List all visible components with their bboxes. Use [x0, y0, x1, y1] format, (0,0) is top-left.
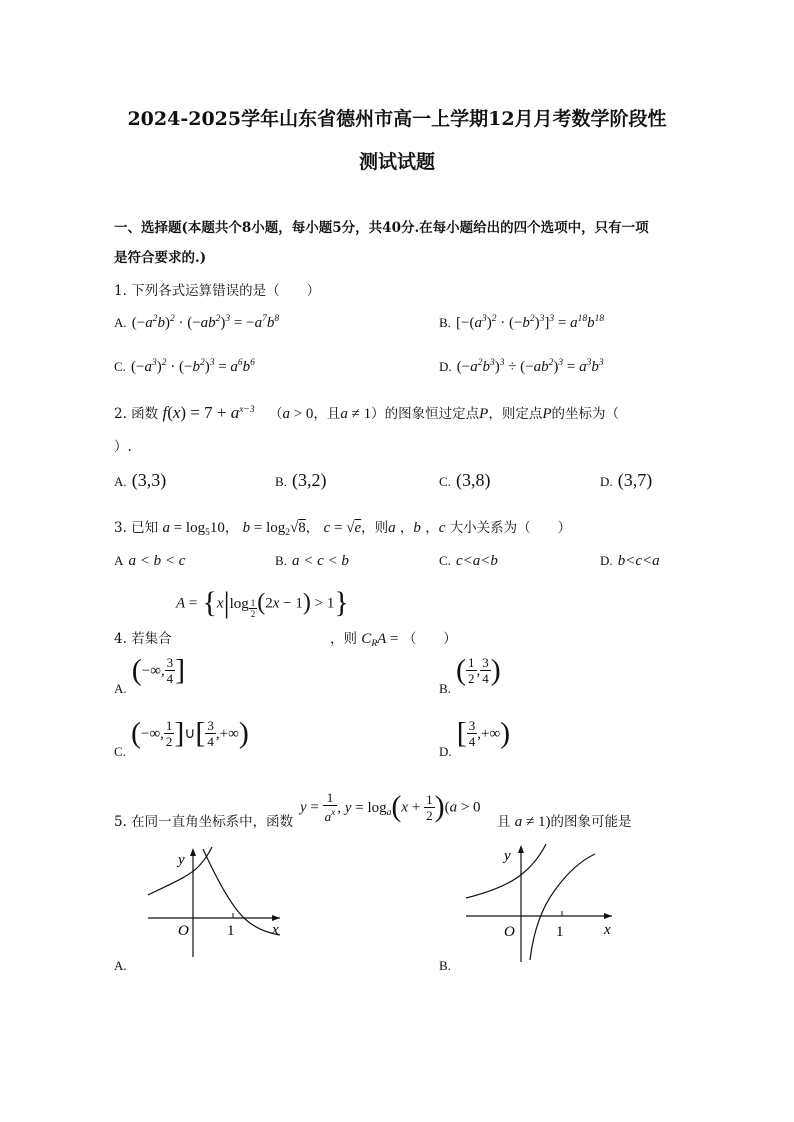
q4-set-def [176, 588, 349, 619]
label-x: x [272, 922, 279, 938]
section-heading-line2: 是符合要求的.) [114, 250, 207, 266]
q2-option-c [439, 470, 491, 491]
q4-a-label: A. [114, 681, 127, 696]
x-axis-arrow [604, 913, 612, 919]
q4-c-frac1: $\frac{1}{2}$ [165, 718, 173, 749]
q4-arg: 2x − 1 [265, 595, 303, 612]
q4-b-r: ) [490, 653, 501, 687]
q1-d-expr: $(-a^2b^3)^3 \div (-ab^2)^3 = a^3b^3$ [456, 358, 604, 375]
q3-c-value: c<a<b [456, 553, 498, 569]
q4-d-label: D. [439, 744, 452, 759]
q5-cond: (a > 0 [444, 799, 481, 816]
q1-a-expr: $(-a^2b)^2 \cdot (-ab^2)^3 = -a^7b^8$ [131, 314, 280, 331]
q4-var-x: x [216, 595, 224, 612]
q3-option-d [600, 550, 660, 570]
q3-then: ，则 [361, 520, 389, 536]
q2-stem [114, 402, 619, 423]
q4-c-frac2: $\frac{3}{4}$ [207, 718, 214, 749]
q3-a-def: $a = \log_510$ [162, 520, 225, 538]
q2-option-a [114, 470, 166, 491]
q4-b-l: ( [456, 653, 467, 687]
q4-b-comma: , [476, 663, 481, 679]
q4-option-d [439, 718, 510, 760]
q4-b-frac2: $\frac{3}{4}$ [482, 655, 489, 686]
label-one: 1 [227, 923, 235, 939]
q4-then [330, 627, 457, 649]
q4-a-neginf: −∞, [141, 663, 165, 679]
q1-c-label: C. [114, 359, 126, 374]
q1-a-label: A. [114, 315, 127, 330]
y-axis-arrow [518, 845, 524, 853]
q4-set-name: A = [176, 595, 198, 612]
q4-d-frac: $\frac{3}{4}$ [468, 718, 476, 749]
q4-c-label: C. [114, 744, 126, 759]
q5-graph-a [140, 845, 290, 960]
q4-a-r: ] [175, 653, 186, 687]
q4-brace-r: } [334, 586, 349, 619]
y-axis-arrow [190, 848, 196, 856]
q3-var-c: c [438, 520, 446, 536]
q4-paren-r: ) [302, 589, 311, 616]
q4-gt1: > 1 [310, 595, 335, 612]
q5-y2: , $y = \log_a$ [337, 799, 392, 818]
label-origin: O [178, 923, 189, 939]
q3-c-label: C. [439, 553, 451, 568]
q2-b-label: B. [275, 474, 287, 489]
q3-b-def: $b = \log_2√8$ [242, 520, 306, 538]
q4-c-union: ∪ [184, 726, 196, 742]
q4-brace-l: { [202, 586, 217, 619]
label-origin: O [504, 924, 515, 940]
q3-stem: 3. 已知 $a = \log_510$， $b = \log_2√8$， c = √e，则a ，b ，c 大小关系为（ ） [114, 520, 572, 538]
q1-option-d [439, 356, 604, 376]
page-title-line2: 测试试题 [358, 151, 435, 173]
q3-c-def: c = √e [323, 520, 362, 536]
curve-log [530, 854, 595, 960]
q3-rel: 大小关系为（ ） [449, 520, 572, 536]
q4-then-text: ，则 [330, 631, 357, 647]
q2-option-d [600, 470, 652, 491]
q4-option-a [114, 655, 185, 697]
q4-c-r1: ] [174, 716, 185, 750]
q2-a-value: (3,3) [131, 470, 167, 490]
q5-num: 5. 在同一直角坐标系中，函数 [114, 814, 294, 830]
q1-stem: 1. 下列各式运算错误的是（ ） [114, 283, 321, 299]
q5-arg: x + [401, 799, 425, 816]
q4-log: log $_{\frac{1}{2}}$ [229, 595, 256, 619]
q3-option-c [439, 550, 498, 570]
q4-c-l1: ( [131, 716, 142, 750]
q2-function: $f(x) = 7 + a^{x-3}$ [162, 403, 255, 422]
label-x: x [604, 922, 611, 938]
q4-d-r: ) [500, 716, 511, 750]
q4-d-posinf: ,+∞ [477, 726, 501, 742]
q2-a-label: A. [114, 474, 127, 489]
q2-c-value: (3,8) [456, 470, 491, 490]
q5-y1: y = [300, 799, 323, 816]
q2-cond2: ，且 [313, 406, 341, 422]
q2-a-pos: a > 0 [282, 406, 314, 422]
q3-var-a: a [388, 520, 396, 536]
q4-complement: $C_RA$ = [361, 631, 399, 649]
q3-d-label: D. [600, 553, 613, 568]
q5-graph-b [460, 840, 620, 965]
q1-d-label: D. [439, 359, 452, 374]
label-one: 1 [556, 924, 564, 940]
q2-p2: P [542, 406, 552, 422]
q5-tail-text: 的图象可能是 [550, 814, 632, 830]
q2-num: 2. 函数 [114, 406, 159, 422]
q1-option-c [114, 356, 255, 376]
q2-d-label: D. [600, 474, 613, 489]
q5-arg-frac: $\frac{1}{2}$ [426, 791, 433, 823]
curve-exp [203, 849, 280, 935]
q2-c-label: C. [439, 474, 451, 489]
q3-var-b: b [413, 520, 421, 536]
q2-cond1: （ [268, 406, 283, 422]
q2-b-value: (3,2) [292, 470, 327, 490]
label-y: y [178, 852, 185, 868]
q5-b-label: B. [439, 958, 451, 973]
section-heading: 一、选择题(本题共个8小题，每小题5分，共40分.在每小题给出的四个选项中，只有一项 [114, 220, 649, 236]
q3-b-label: B. [275, 553, 287, 568]
q4-a-l: ( [131, 653, 142, 687]
q2-cond4: ，则定点 [488, 406, 543, 422]
q4-c-posinf: ,+∞ [215, 726, 239, 742]
label-y: y [504, 848, 511, 864]
q3-a-value: a < b < c [128, 553, 186, 569]
q3-d-value: b<c<a [617, 553, 660, 569]
q4-c-r2: ) [238, 716, 249, 750]
q4-option-b [439, 655, 501, 697]
x-axis-arrow [272, 915, 280, 921]
q4-b-label: B. [439, 681, 451, 696]
q2-cond5: 的坐标为（ [551, 406, 619, 422]
q2-end: ）. [114, 439, 132, 455]
q3-option-b [275, 550, 349, 570]
page-title: 2024-2025学年山东省德州市高一上学期12月月考数学阶段性 [127, 108, 667, 130]
q5-paren-l: ( [391, 790, 402, 823]
q3-num: 3. 已知 [114, 520, 159, 536]
q2-cond3: ）的图象恒过定点 [371, 406, 480, 422]
q4-b-frac1: $\frac{1}{2}$ [468, 655, 475, 686]
q4-paren-l: ( [257, 589, 266, 616]
q2-a-ne1: a ≠ 1 [340, 406, 372, 422]
q5-a-ne1: a ≠ 1) [514, 814, 551, 830]
q4-d-l: [ [456, 716, 467, 750]
q5-functions [300, 790, 481, 824]
q5-tail [497, 810, 632, 831]
q2-p: P [479, 406, 489, 422]
q4-paren: （ ） [402, 631, 457, 647]
q3-a-label: A [114, 553, 124, 568]
q5-qie: 且 [497, 814, 511, 830]
q2-option-b [275, 470, 327, 491]
q5-a-label: A. [114, 958, 127, 973]
q4-num: 4. 若集合 [114, 631, 172, 647]
q5-paren-r: ) [434, 790, 445, 823]
q1-option-a [114, 312, 279, 332]
q2-d-value: (3,7) [617, 470, 653, 490]
q4-c-neginf: −∞, [141, 726, 164, 742]
q3-option-a [114, 550, 185, 570]
q4-c-l2: [ [195, 716, 206, 750]
q5-y1-frac: $\frac{1}{a^x}$ [324, 790, 336, 824]
q1-b-expr: $[-(a^3)^2 \cdot (-b^2)^3]^3 = a^{18}b^{18}$ [456, 314, 605, 331]
q4-bar: | [223, 586, 230, 619]
q4-a-frac: $\frac{3}{4}$ [166, 655, 174, 686]
q1-c-expr: $(-a^3)^2 \cdot (-b^2)^3 = a^6b^6$ [131, 358, 255, 375]
q1-option-b [439, 312, 604, 332]
q1-b-label: B. [439, 315, 451, 330]
q4-option-c [114, 718, 249, 760]
q3-b-value: a < c < b [292, 553, 349, 569]
